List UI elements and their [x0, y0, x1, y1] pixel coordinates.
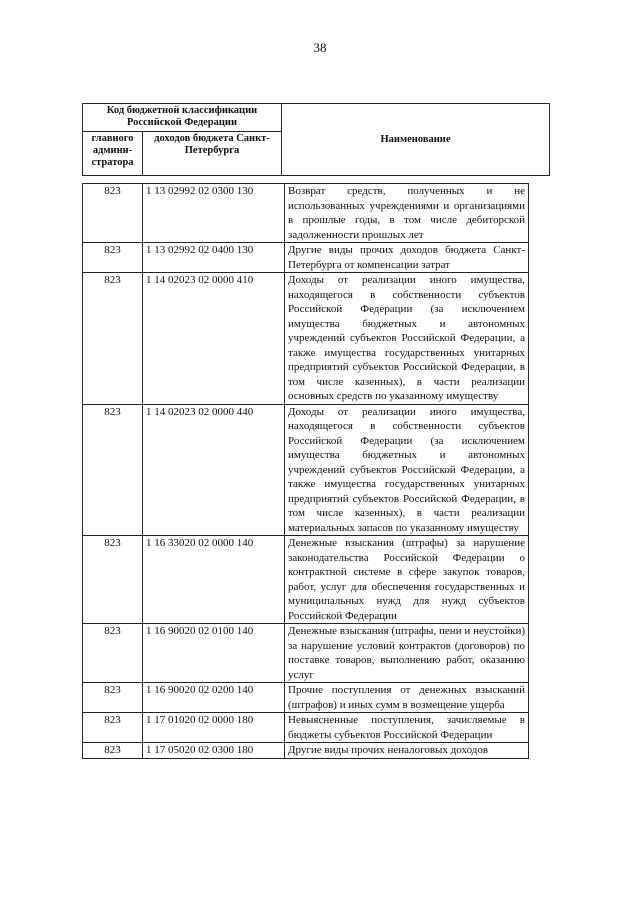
code-cell: 1 17 01020 02 0000 180	[143, 713, 285, 743]
revenue-table	[82, 183, 529, 759]
name-cell: Другие виды прочих неналоговых доходов	[285, 743, 529, 759]
table-row	[83, 273, 529, 405]
table-row	[83, 404, 529, 536]
code-cell: 1 13 02992 02 0300 130	[143, 184, 285, 243]
admin-cell: 823	[83, 404, 143, 536]
header-name: Наименование	[282, 104, 550, 176]
table-header	[82, 103, 550, 176]
name-cell: Доходы от реализации иного имущества, находящегося в собственности субъектов Российской Федерации (за исключением имущества бюджетных и автономных учреждений субъектов Российской Федерации, а также имущества государственных унитарных предприятий субъектов Российской Федерации, в том числе казенных), в части реализации материальных запасов по указанному имуществу	[285, 404, 529, 536]
table-row	[83, 184, 529, 243]
name-cell: Возврат средств, полученных и не использованных учреждениями и организациями в прошлые годы, в том числе дебиторской задолженности прошлых лет	[285, 184, 529, 243]
page-number: 38	[313, 40, 327, 55]
name-cell: Прочие поступления от денежных взысканий (штрафов) и иных сумм в возмещение ущерба	[285, 683, 529, 713]
name-cell: Другие виды прочих доходов бюджета Санкт-Петербурга от компенсации затрат	[285, 243, 529, 273]
table-row	[83, 243, 529, 273]
header-code-title: Код бюджетной классификации Российской Федерации	[83, 104, 282, 132]
admin-cell: 823	[83, 184, 143, 243]
table-row	[83, 743, 529, 759]
code-cell: 1 16 90020 02 0100 140	[143, 624, 285, 683]
table-row	[83, 536, 529, 624]
code-cell: 1 14 02023 02 0000 410	[143, 273, 285, 405]
code-cell: 1 16 33020 02 0000 140	[143, 536, 285, 624]
code-cell: 1 14 02023 02 0000 440	[143, 404, 285, 536]
admin-cell: 823	[83, 713, 143, 743]
name-cell: Денежные взыскания (штрафы) за нарушение законодательства Российской Федерации о контрактной системе в сфере закупок товаров, работ, услуг для обеспечения государственных и муниципальных нужд для нужд субъектов Российской Федерации	[285, 536, 529, 624]
admin-cell: 823	[83, 536, 143, 624]
name-cell: Денежные взыскания (штрафы, пени и неустойки) за нарушение условий контрактов (договоров) по поставке товаров, выполнению работ, оказанию услуг	[285, 624, 529, 683]
admin-cell: 823	[83, 243, 143, 273]
name-cell: Невыясненные поступления, зачисляемые в бюджеты субъектов Российской Федерации	[285, 713, 529, 743]
admin-cell: 823	[83, 683, 143, 713]
admin-cell: 823	[83, 273, 143, 405]
header-income: доходов бюджета Санкт-Петербурга	[143, 132, 282, 176]
admin-cell: 823	[83, 624, 143, 683]
admin-cell: 823	[83, 743, 143, 759]
table-row	[83, 683, 529, 713]
code-cell: 1 13 02992 02 0400 130	[143, 243, 285, 273]
table-row	[83, 713, 529, 743]
code-cell: 1 17 05020 02 0300 180	[143, 743, 285, 759]
name-cell: Доходы от реализации иного имущества, находящегося в собственности субъектов Российской Федерации (за исключением имущества бюджетных и автономных учреждений субъектов Российской Федерации, а также имущества государственных унитарных предприятий субъектов Российской Федерации, в том числе казенных), в части реализации основных средств по указанному имуществу	[285, 273, 529, 405]
table-row	[83, 624, 529, 683]
header-admin: главного админи-стратора	[83, 132, 143, 176]
code-cell: 1 16 90020 02 0200 140	[143, 683, 285, 713]
